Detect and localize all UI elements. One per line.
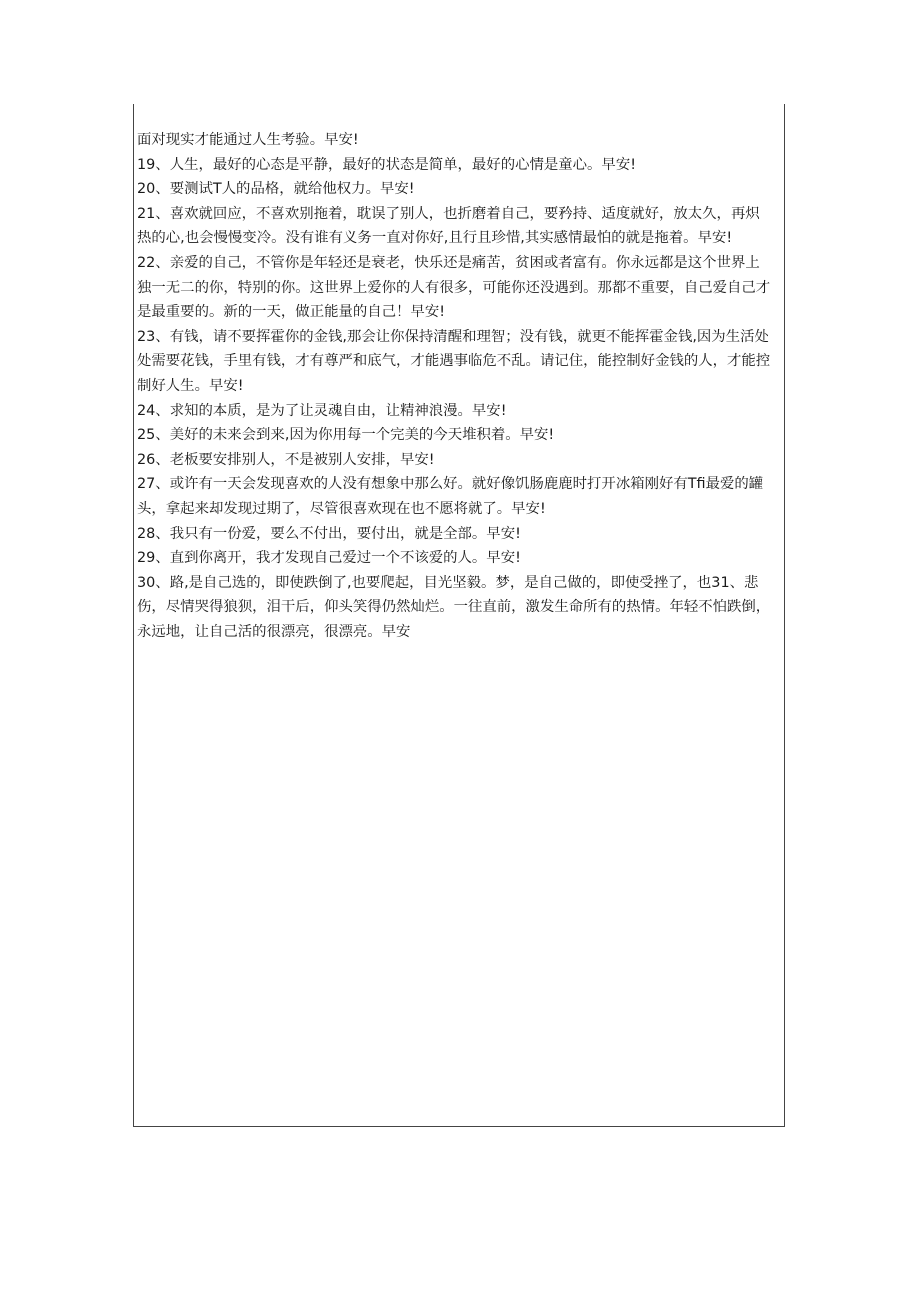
- text-line: 22、亲爱的自己，不管你是年轻还是衰老，快乐还是痛苦，贫困或者富有。你永远都是这个世界上: [137, 254, 760, 271]
- text-line: 25、美好的未来会到来,因为你用每一个完美的今天堆积着。早安!: [137, 427, 555, 444]
- text-line: 制好人生。早安!: [137, 377, 244, 394]
- text-line: 24、求知的本质，是为了让灵魂自由，让精神浪漫。早安!: [137, 402, 507, 419]
- text-line: 头，拿起来却发现过期了，尽管很喜欢现在也不愿将就了。早安!: [137, 500, 546, 517]
- text-line: 独一无二的你，特别的你。这世界上爱你的人有很多，可能你还没遇到。那都不重要，自己爱自己才: [137, 279, 771, 296]
- text-line: 是最重要的。新的一天，做正能量的自己！早安!: [137, 304, 445, 321]
- text-line: 面对现实才能通过人生考验。早安!: [137, 132, 359, 148]
- text-line: 伤，尽情哭得狼狈，泪干后，仰头笑得仍然灿烂。一往直前，激发生命所有的热情。年轻不怕跌倒，: [137, 599, 771, 616]
- text-line: 热的心,也会慢慢变冷。没有谁有义务一直对你好,且行且珍惜,其实感情最怕的就是拖着。早安!: [137, 230, 733, 247]
- text-line: 21、喜欢就回应，不喜欢别拖着，耽误了别人，也折磨着自己，要矜持、适度就好，放太久，再炽: [137, 205, 760, 222]
- text-line: 26、老板要安排别人，不是被别人安排，早安!: [137, 451, 435, 468]
- text-line: 20、要测试T人的品格，就给他权力。早安!: [137, 181, 415, 198]
- document-frame: [133, 104, 785, 1127]
- text-line: 19、人生，最好的心态是平静，最好的状态是简单，最好的心情是童心。早安!: [137, 156, 636, 173]
- text-line: 永远地，让自己活的很漂亮，很漂亮。早安: [137, 623, 411, 640]
- text-line: 28、我只有一份爱，要么不付出，要付出，就是全部。早安!: [137, 525, 521, 542]
- text-line: 27、或许有一天会发现喜欢的人没有想象中那么好。就好像饥肠鹿鹿时打开冰箱刚好有Tfi最爱的罐: [137, 476, 764, 493]
- text-line: 处需要花钱，手里有钱，才有尊严和底气，才能遇事临危不乱。请记住，能控制好金钱的人，才能控: [137, 353, 771, 370]
- text-line: 29、直到你离开，我才发现自己爱过一个不该爱的人。早安!: [137, 550, 521, 567]
- text-line: 30、路,是自己选的，即使跌倒了,也要爬起，目光坚毅。梦，是自己做的，即使受挫了，也31、悲: [137, 574, 759, 591]
- document-body: [137, 128, 783, 644]
- text-line: 23、有钱，请不要挥霍你的金钱,那会让你保持清醒和理智；没有钱，就更不能挥霍金钱,因为生活处: [137, 328, 769, 345]
